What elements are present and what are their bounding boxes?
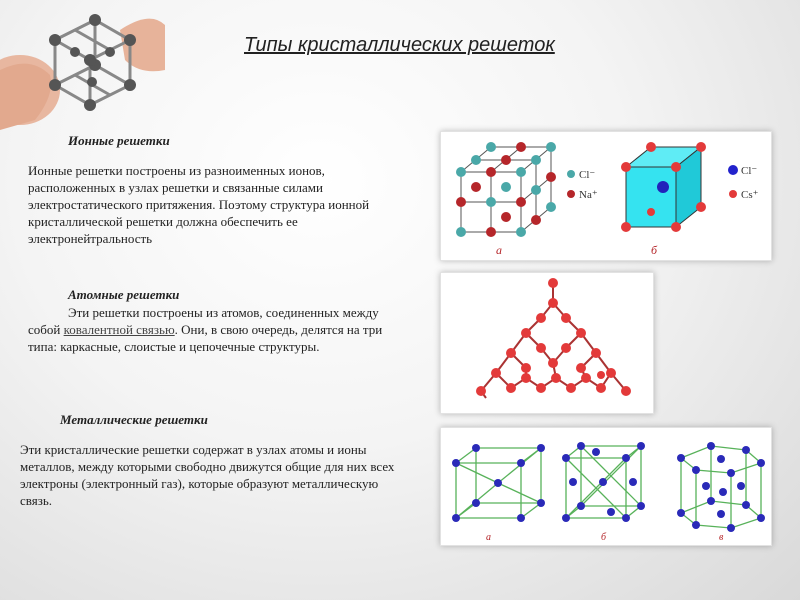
atomic-text (28, 304, 388, 355)
ionic-heading: Ионные решетки (68, 133, 170, 148)
atomic-text-part2: . Они, в свою очередь, делятся на три типа: каркасные, слоистые и цепочечные структуры. (28, 322, 383, 354)
cscl-lattice-diagram (621, 142, 706, 232)
metal-label-b: б (601, 532, 607, 543)
atomic-lattice-figure (440, 272, 654, 414)
legend-b-cl: Cl⁻ (741, 165, 758, 177)
label-a: а (496, 243, 502, 257)
legend-a-na: Na⁺ (579, 189, 598, 201)
label-b: б (651, 243, 658, 257)
covalent-bond-link[interactable]: ковалентной связью (63, 322, 175, 337)
legend-b-cs: Cs⁺ (741, 189, 759, 201)
metallic-heading: Металлические решетки (60, 412, 208, 427)
ionic-lattice-figure (440, 131, 772, 261)
ionic-text: Ионные решетки построены из разноименных ионов, расположенных в узлах решетки и связанные силами электростатического притяжения. Поэтому структура ионной кристаллической решетки должна обеспечить ее электронейтральность (28, 163, 370, 246)
metallic-lattice-figure (440, 427, 772, 546)
metal-label-c: в (719, 532, 724, 543)
metal-label-a: а (486, 532, 491, 543)
hero-crystal-model-image (0, 0, 165, 140)
atomic-heading: Атомные решетки (68, 287, 180, 302)
page-title: Типы кристаллических решеток (244, 34, 555, 56)
atomic-text-part1: Эти решетки построены из атомов, соединенных между собой (28, 305, 379, 337)
metallic-text: Эти кристаллические решетки содержат в узлах атомы и ионы металлов, между которыми свободно движутся общие для них всех электроны (электронный газ), которые образуют металлическую связь. (20, 442, 395, 508)
legend-a-cl: Cl⁻ (579, 169, 596, 181)
